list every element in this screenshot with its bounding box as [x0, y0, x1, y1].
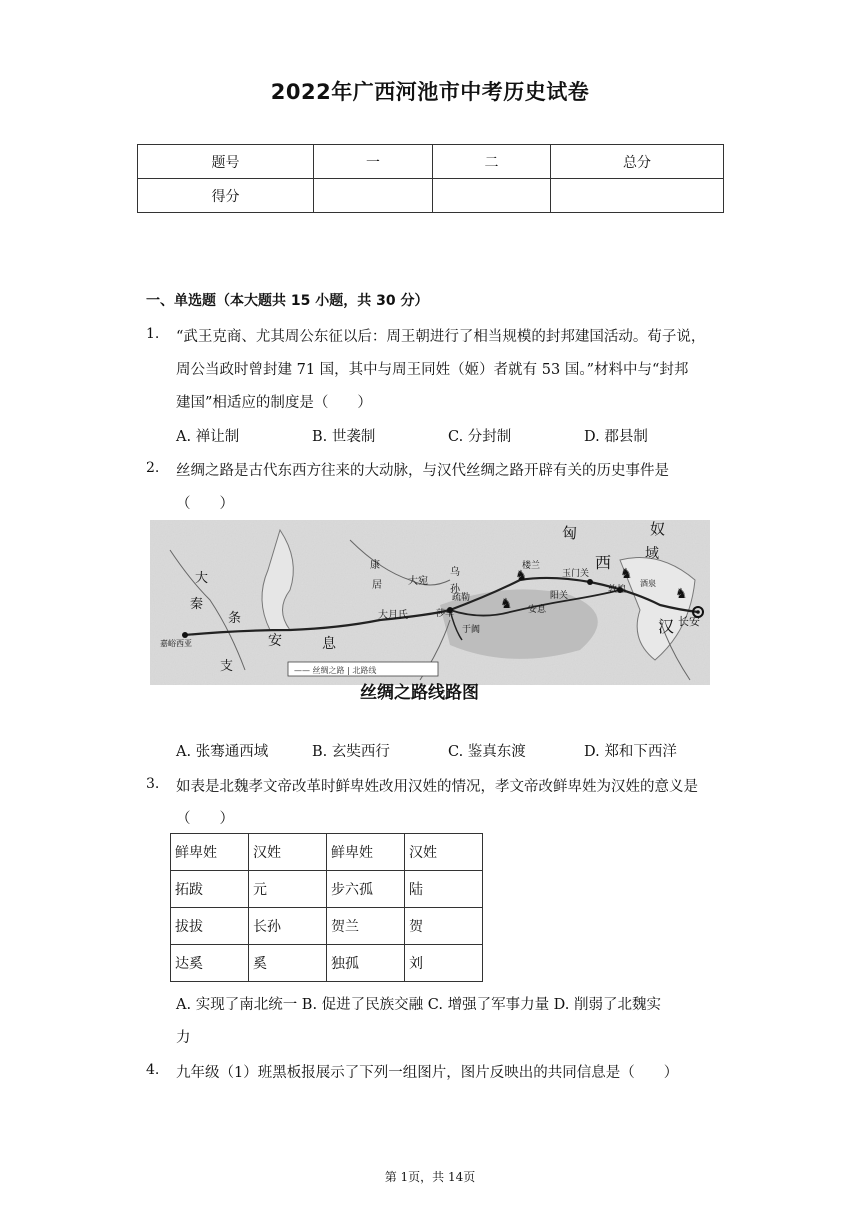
- score-input-cell: [551, 179, 724, 213]
- changan-marker-dot: [696, 610, 700, 614]
- score-input-cell: [314, 179, 433, 213]
- map-label: 大宛: [408, 576, 428, 587]
- map-label: 玉门关: [562, 569, 590, 579]
- option-b: B. 世袭制: [312, 429, 376, 445]
- table-header-cell: 鲜卑姓: [327, 834, 405, 871]
- table-row: [138, 179, 724, 213]
- table-cell: 题号: [138, 145, 314, 179]
- map-label: 大月氏: [378, 610, 408, 621]
- surname-table: [170, 833, 483, 982]
- table-row: [171, 945, 483, 982]
- camel-icon: ♞: [620, 566, 633, 582]
- table-cell: 总分: [551, 145, 724, 179]
- camel-icon: ♞: [500, 596, 513, 612]
- options-line: 力: [176, 1030, 191, 1046]
- map-caption: 丝绸之路线路图: [360, 683, 479, 700]
- map-label: 息: [322, 636, 336, 652]
- options-line: A. 实现了南北统一 B. 促进了民族交融 C. 增强了军事力量 D. 削弱了北魏实: [176, 997, 662, 1013]
- table-row: [171, 834, 483, 871]
- table-cell: 长孙: [249, 908, 327, 945]
- map-label: 大: [195, 571, 209, 586]
- option-c: C. 分封制: [448, 429, 512, 445]
- question-text-line: 周公当政时曾封建 71 国，其中与周王同姓（姬）者就有 53 国。”材料中与“封邦: [176, 362, 689, 378]
- map-label: 敦煌: [608, 585, 627, 595]
- map-label: 奴: [650, 520, 666, 538]
- map-label: 条: [228, 611, 242, 626]
- map-label: 疏勒: [452, 593, 471, 603]
- map-label: 匈: [562, 524, 578, 542]
- section-heading: 一、单选题（本大题共 15 小题，共 30 分）: [146, 293, 429, 309]
- question-text-line: 丝绸之路是古代东西方往来的大动脉，与汉代丝绸之路开辟有关的历史事件是: [176, 463, 669, 479]
- camel-icon: ♞: [515, 568, 528, 584]
- map-label: 于阗: [462, 625, 481, 635]
- question-number: 4.: [146, 1062, 160, 1078]
- table-cell: 陆: [405, 871, 483, 908]
- table-cell: 独孤: [327, 945, 405, 982]
- silk-road-map: [150, 520, 710, 700]
- map-label: 域: [645, 546, 659, 562]
- question-text-line: （ ）: [176, 496, 234, 512]
- table-row: [138, 145, 724, 179]
- table-cell: 拓跋: [171, 871, 249, 908]
- map-texture: [150, 520, 710, 685]
- option-b: B. 玄奘西行: [312, 744, 390, 760]
- map-label: 安: [268, 633, 282, 649]
- table-cell: 步六孤: [327, 871, 405, 908]
- map-label: 长安: [678, 615, 700, 628]
- table-cell: 元: [249, 871, 327, 908]
- map-label: 楼兰: [522, 561, 541, 571]
- table-cell: 贺兰: [327, 908, 405, 945]
- score-table: [137, 144, 724, 213]
- table-cell: 奚: [249, 945, 327, 982]
- table-cell: 得分: [138, 179, 314, 213]
- city-marker: [182, 632, 188, 638]
- question-text-line: （ ）: [176, 811, 234, 827]
- score-input-cell: [433, 179, 551, 213]
- page-footer: 第 1页，共 14页: [384, 1170, 476, 1184]
- option-d: D. 郡县制: [584, 429, 648, 445]
- map-label: 莎车: [436, 609, 455, 619]
- map-label: 西: [595, 553, 612, 572]
- camel-icon: ♞: [675, 586, 688, 602]
- table-cell: 二: [433, 145, 551, 179]
- option-c: C. 鉴真东渡: [448, 744, 526, 760]
- question-text-line: 九年级（1）班黑板报展示了下列一组图片，图片反映出的共同信息是（ ）: [176, 1065, 679, 1081]
- table-row: [171, 908, 483, 945]
- table-cell: 贺: [405, 908, 483, 945]
- table-cell: 刘: [405, 945, 483, 982]
- question-text-line: 如表是北魏孝文帝改革时鲜卑姓改用汉姓的情况，孝文帝改鲜卑姓为汉姓的意义是: [176, 779, 698, 795]
- map-label: 嘉峪西亚: [160, 639, 192, 648]
- option-a: A. 张骞通西域: [176, 744, 269, 760]
- map-label: 秦: [190, 597, 204, 612]
- map-label: 居: [372, 580, 382, 591]
- map-label: 汉: [658, 617, 675, 636]
- table-header-cell: 汉姓: [249, 834, 327, 871]
- city-marker: [587, 579, 593, 585]
- map-label: 酒泉: [640, 579, 656, 588]
- map-label: 康: [370, 560, 380, 571]
- map-legend: —— 丝绸之路 | 北路线: [294, 666, 377, 675]
- map-label: 安息: [528, 605, 547, 615]
- option-a: A. 禅让制: [176, 429, 240, 445]
- question-text-line: “武王克商、尤其周公东征以后：周王朝进行了相当规模的封邦建国活动。荀子说，: [176, 329, 706, 345]
- question-number: 2.: [146, 460, 160, 476]
- map-label: 阳关: [550, 591, 569, 601]
- table-row: [171, 871, 483, 908]
- table-cell: 达奚: [171, 945, 249, 982]
- table-header-cell: 汉姓: [405, 834, 483, 871]
- question-text-line: 建国”相适应的制度是（ ）: [176, 395, 372, 411]
- table-header-cell: 鲜卑姓: [171, 834, 249, 871]
- table-cell: 一: [314, 145, 433, 179]
- map-label: 孙: [450, 584, 460, 595]
- option-d: D. 郑和下西洋: [584, 744, 677, 760]
- map-label: 乌: [450, 567, 460, 578]
- table-cell: 拔拔: [171, 908, 249, 945]
- question-number: 1.: [146, 326, 160, 342]
- page-title: 2022年广西河池市中考历史试卷: [270, 80, 590, 104]
- question-number: 3.: [146, 776, 160, 792]
- map-label: 支: [220, 659, 234, 674]
